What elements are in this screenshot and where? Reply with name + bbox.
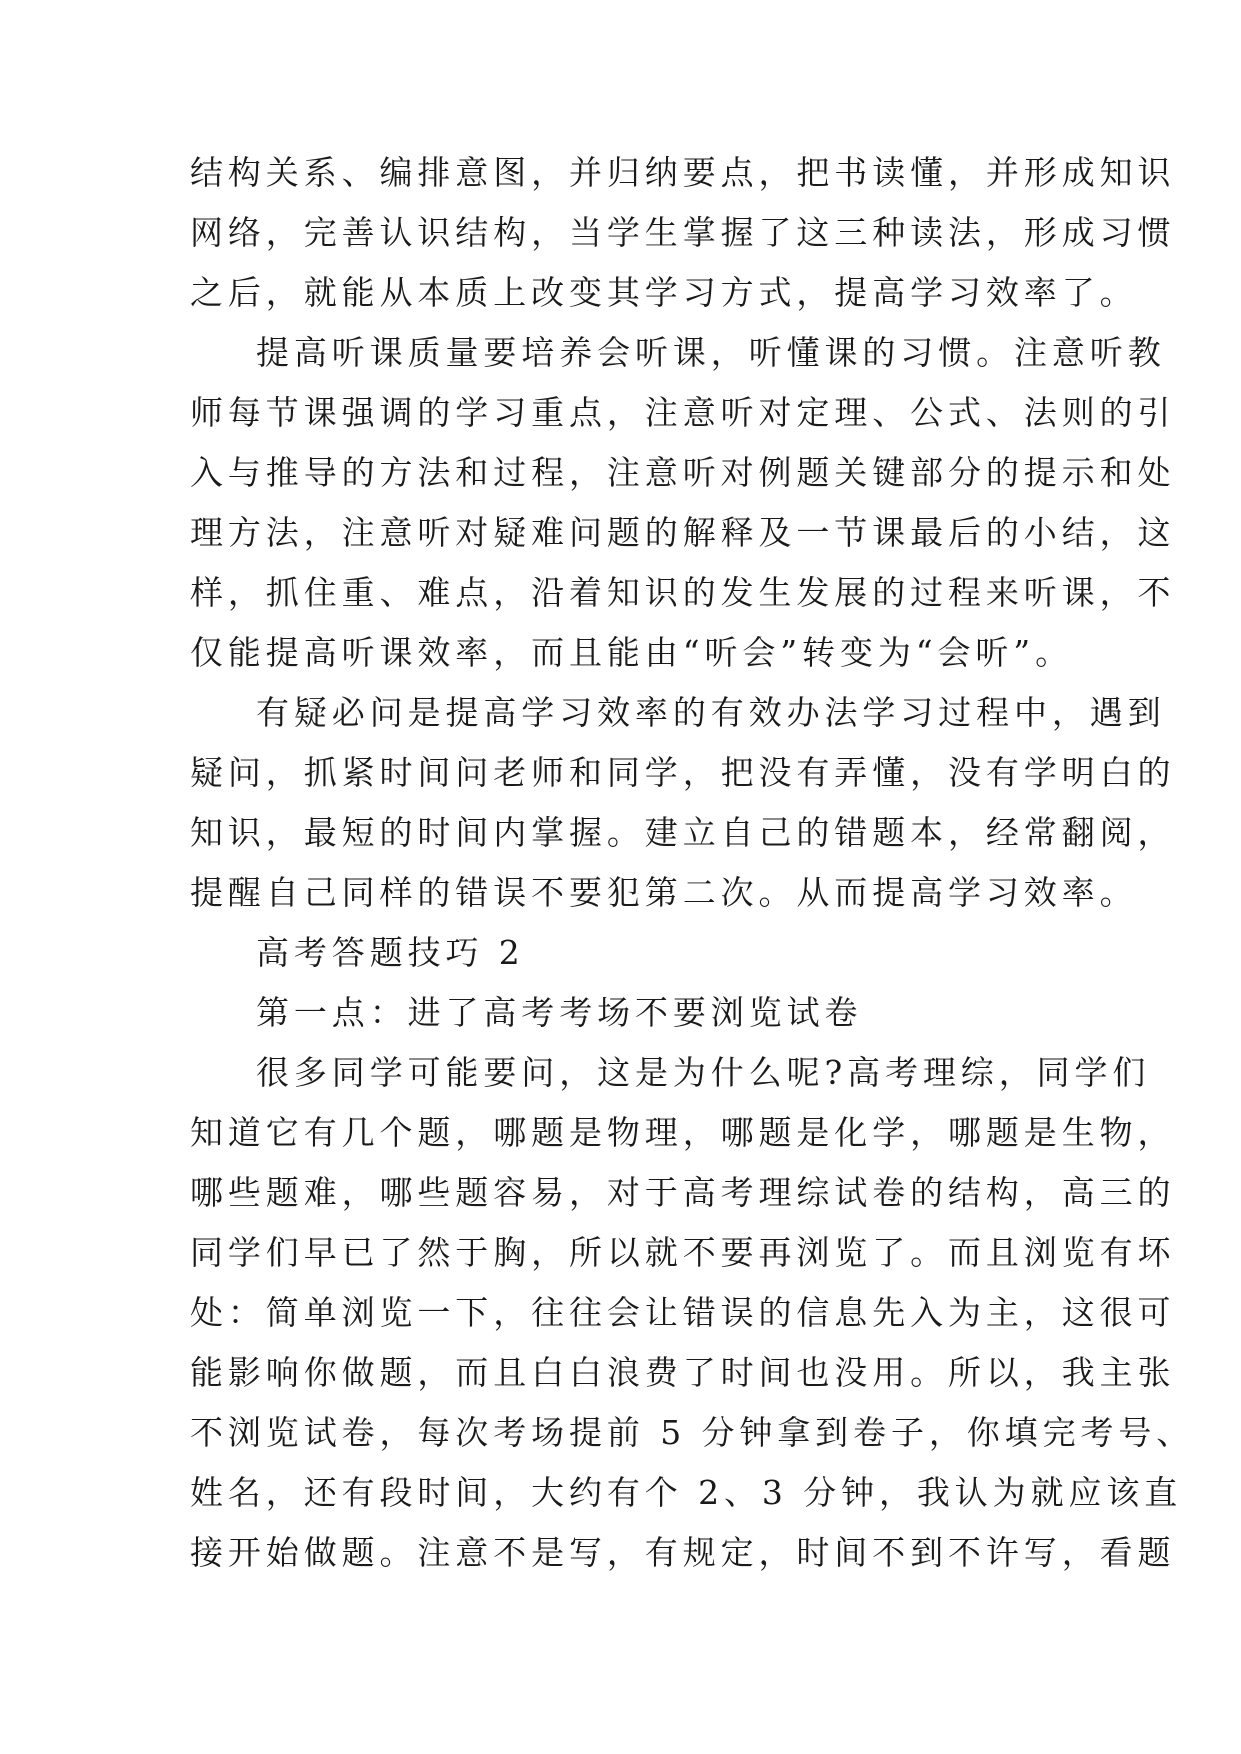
text-line: 知识，最短的时间内掌握。建立自己的错题本，经常翻阅， [190,813,1176,852]
paragraph-start-line: 提高听课质量要培养会听课，听懂课的习惯。注意听教 [256,333,1166,372]
text-line: 提醒自己同样的错误不要犯第二次。从而提高学习效率。 [190,873,1138,912]
text-line: 处：简单浏览一下，往往会让错误的信息先入为主，这很可 [190,1293,1176,1332]
text-line: 接开始做题。注意不是写，有规定，时间不到不许写，看题 [190,1533,1176,1572]
text-line: 之后，就能从本质上改变其学习方式，提高学习效率了。 [190,273,1138,312]
subsection-heading: 第一点：进了高考考场不要浏览试卷 [256,993,863,1032]
text-line: 仅能提高听课效率，而且能由“听会”转变为“会听”。 [190,633,1073,672]
text-line: 疑问，抓紧时间问老师和同学，把没有弄懂，没有学明白的 [190,753,1176,792]
text-line: 同学们早已了然于胸，所以就不要再浏览了。而且浏览有坏 [190,1233,1176,1272]
text-line: 网络，完善认识结构，当学生掌握了这三种读法，形成习惯 [190,213,1176,252]
text-line: 样，抓住重、难点，沿着知识的发生发展的过程来听课，不 [190,573,1176,612]
text-line: 知道它有几个题，哪题是物理，哪题是化学，哪题是生物， [190,1113,1176,1152]
text-line: 理方法，注意听对疑难问题的解释及一节课最后的小结，这 [190,513,1176,552]
paragraph-start-line: 很多同学可能要问，这是为什么呢?高考理综，同学们 [256,1053,1151,1092]
text-line: 结构关系、编排意图，并归纳要点，把书读懂，并形成知识 [190,153,1176,192]
section-heading: 高考答题技巧 2 [256,933,525,972]
text-line: 入与推导的方法和过程，注意听对例题关键部分的提示和处 [190,453,1176,492]
paragraph-start-line: 有疑必问是提高学习效率的有效办法学习过程中，遇到 [256,693,1166,732]
text-line: 不浏览试卷，每次考场提前 5 分钟拿到卷子，你填完考号、 [190,1413,1195,1452]
text-line: 师每节课强调的学习重点，注意听对定理、公式、法则的引 [190,393,1176,432]
text-line: 姓名，还有段时间，大约有个 2、3 分钟，我认为就应该直 [190,1473,1183,1512]
text-line: 哪些题难，哪些题容易，对于高考理综试卷的结构，高三的 [190,1173,1176,1212]
text-line: 能影响你做题，而且白白浪费了时间也没用。所以，我主张 [190,1353,1176,1392]
